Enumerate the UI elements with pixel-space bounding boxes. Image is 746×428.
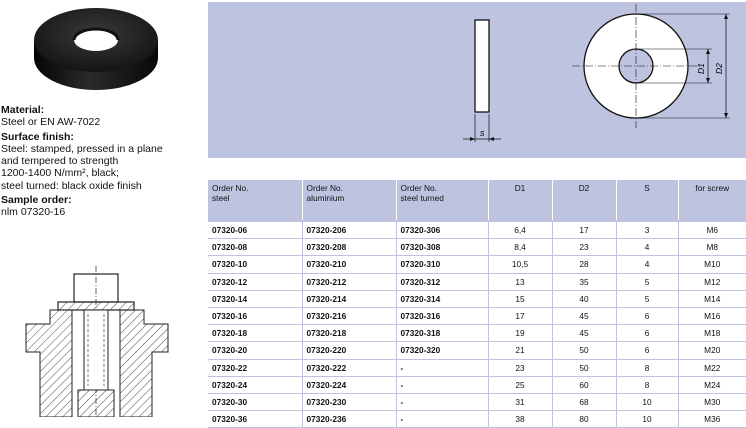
cell-order-steel: 07320-10: [208, 256, 302, 273]
cell-s: 10: [616, 393, 678, 410]
cell-d2: 50: [552, 342, 616, 359]
cell-order-steel-turned: 07320-306: [396, 221, 488, 239]
cell-order-steel-turned: 07320-316: [396, 307, 488, 324]
cell-s: 5: [616, 290, 678, 307]
cell-screw: M20: [678, 342, 746, 359]
cell-order-aluminium: 07320-236: [302, 411, 396, 428]
cell-d2: 60: [552, 376, 616, 393]
cell-order-aluminium: 07320-212: [302, 273, 396, 290]
cell-d2: 17: [552, 221, 616, 239]
column-header-aluminium: Order No. aluminium: [302, 180, 396, 221]
table-row: [208, 359, 746, 376]
cell-order-steel: 07320-20: [208, 342, 302, 359]
cell-order-steel-turned: 07320-320: [396, 342, 488, 359]
cell-d1: 21: [488, 342, 552, 359]
cell-d1: 38: [488, 411, 552, 428]
table-row: [208, 342, 746, 359]
column-header-s: S: [616, 180, 678, 221]
surface-finish-line: steel turned: black oxide finish: [1, 179, 142, 192]
cell-order-aluminium: 07320-208: [302, 239, 396, 256]
cell-screw: M8: [678, 239, 746, 256]
cell-s: 4: [616, 256, 678, 273]
cell-s: 6: [616, 307, 678, 324]
cell-d1: 15: [488, 290, 552, 307]
cell-d1: 13: [488, 273, 552, 290]
cell-s: 8: [616, 376, 678, 393]
table-row: [208, 290, 746, 307]
cell-order-steel: 07320-36: [208, 411, 302, 428]
surface-finish-line: 1200-1400 N/mm², black;: [1, 167, 119, 180]
technical-drawing-panel: [208, 2, 746, 158]
cell-order-aluminium: 07320-218: [302, 325, 396, 342]
washer-side-view: [475, 20, 489, 112]
cell-d1: 25: [488, 376, 552, 393]
cell-order-steel: 07320-24: [208, 376, 302, 393]
cell-s: 3: [616, 221, 678, 239]
cell-screw: M36: [678, 411, 746, 428]
material-heading: Material:: [1, 104, 45, 116]
cell-s: 6: [616, 342, 678, 359]
dimension-d1-label: D1: [696, 63, 706, 74]
cell-order-steel-turned: 07320-318: [396, 325, 488, 342]
cell-d1: 6,4: [488, 221, 552, 239]
surface-finish-line: and tempered to strength: [1, 155, 119, 168]
table-row: [208, 325, 746, 342]
column-header-screw: for screw: [678, 180, 746, 221]
table-row: [208, 393, 746, 410]
cell-d2: 23: [552, 239, 616, 256]
cell-order-steel: 07320-14: [208, 290, 302, 307]
cell-screw: M12: [678, 273, 746, 290]
cell-d2: 45: [552, 307, 616, 324]
cell-order-steel: 07320-22: [208, 359, 302, 376]
table-header-row: [208, 180, 746, 221]
table-row: [208, 273, 746, 290]
cell-d2: 35: [552, 273, 616, 290]
table-row: [208, 239, 746, 256]
table-row: [208, 221, 746, 239]
cell-s: 5: [616, 273, 678, 290]
table-row: [208, 307, 746, 324]
column-header-d2: D2: [552, 180, 616, 221]
cell-order-aluminium: 07320-216: [302, 307, 396, 324]
cell-order-steel-turned: -: [396, 359, 488, 376]
table-row: [208, 411, 746, 428]
cell-order-aluminium: 07320-210: [302, 256, 396, 273]
cell-order-steel-turned: 07320-314: [396, 290, 488, 307]
column-header-steel: Order No. steel: [208, 180, 302, 221]
material-text: Steel or EN AW-7022: [1, 116, 101, 129]
cell-order-aluminium: 07320-206: [302, 221, 396, 239]
cell-order-steel-turned: -: [396, 376, 488, 393]
cell-screw: M30: [678, 393, 746, 410]
sample-order-heading: Sample order:: [1, 194, 72, 207]
cell-order-steel-turned: 07320-312: [396, 273, 488, 290]
dimension-d2-label: D2: [714, 63, 724, 74]
cell-d2: 45: [552, 325, 616, 342]
cell-order-steel: 07320-08: [208, 239, 302, 256]
surface-finish-heading: Surface finish:: [1, 130, 74, 143]
product-description: [1, 104, 206, 219]
cell-d2: 28: [552, 256, 616, 273]
cell-s: 8: [616, 359, 678, 376]
mounting-section-drawing: [22, 262, 172, 417]
cell-order-steel-turned: -: [396, 411, 488, 428]
cell-d2: 40: [552, 290, 616, 307]
cell-d1: 23: [488, 359, 552, 376]
surface-finish-line: Steel: stamped, pressed in a plane: [1, 142, 163, 155]
cell-s: 10: [616, 411, 678, 428]
cell-d2: 68: [552, 393, 616, 410]
cell-order-steel: 07320-12: [208, 273, 302, 290]
cell-screw: M16: [678, 307, 746, 324]
cell-d2: 50: [552, 359, 616, 376]
cell-order-aluminium: 07320-222: [302, 359, 396, 376]
cell-d1: 10,5: [488, 256, 552, 273]
cell-s: 6: [616, 325, 678, 342]
dimension-s-label: s: [480, 128, 485, 138]
cell-screw: M22: [678, 359, 746, 376]
cell-order-aluminium: 07320-220: [302, 342, 396, 359]
cell-order-steel-turned: 07320-308: [396, 239, 488, 256]
cell-order-steel: 07320-16: [208, 307, 302, 324]
cell-screw: M18: [678, 325, 746, 342]
column-header-steel-turned: Order No. steel turned: [396, 180, 488, 221]
cell-order-steel: 07320-06: [208, 221, 302, 239]
cell-screw: M24: [678, 376, 746, 393]
cell-order-aluminium: 07320-230: [302, 393, 396, 410]
cell-d1: 31: [488, 393, 552, 410]
cell-d2: 80: [552, 411, 616, 428]
cell-order-steel-turned: -: [396, 393, 488, 410]
cell-order-aluminium: 07320-224: [302, 376, 396, 393]
table-body: [208, 221, 746, 428]
cell-screw: M6: [678, 221, 746, 239]
cell-screw: M10: [678, 256, 746, 273]
cell-d1: 8,4: [488, 239, 552, 256]
cell-screw: M14: [678, 290, 746, 307]
table-row: [208, 256, 746, 273]
cell-order-steel: 07320-18: [208, 325, 302, 342]
cell-d1: 19: [488, 325, 552, 342]
dimensions-table: [208, 180, 746, 428]
cell-order-aluminium: 07320-214: [302, 290, 396, 307]
washer-photo: [28, 2, 164, 98]
sample-order-text: nlm 07320-16: [1, 206, 66, 219]
column-header-d1: D1: [488, 180, 552, 221]
cell-d1: 17: [488, 307, 552, 324]
cell-s: 4: [616, 239, 678, 256]
cell-order-steel-turned: 07320-310: [396, 256, 488, 273]
cell-order-steel: 07320-30: [208, 393, 302, 410]
table-row: [208, 376, 746, 393]
